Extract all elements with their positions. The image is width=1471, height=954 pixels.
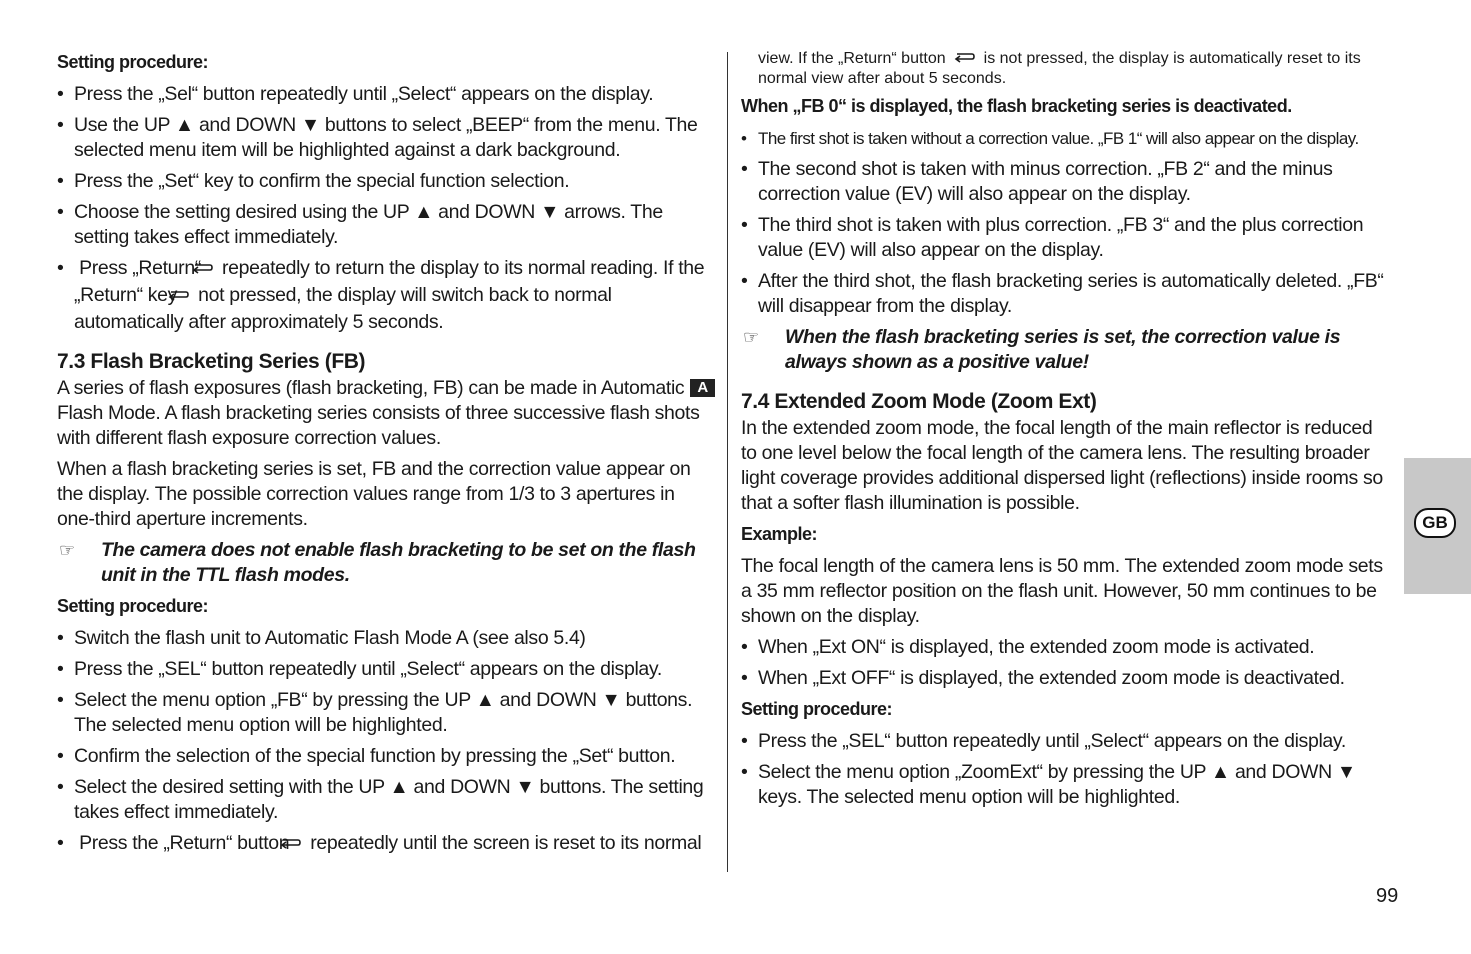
list-item: • Select the menu option „ZoomExt“ by pressing the UP ▲ and DOWN ▼ keys. The selected menu option will be highlighted. (741, 760, 1391, 810)
list-item: • Choose the setting desired using the UP ▲ and DOWN ▼ arrows. The setting takes effect immediately. (57, 200, 717, 250)
pointing-hand-icon: ☞ (59, 540, 75, 560)
continued-text (741, 50, 1391, 88)
list-item-text: repeatedly until the screen is reset to its normal (310, 832, 702, 854)
continued-text-part: view. If the „Return“ button (758, 50, 946, 67)
list-item: • Press the „SEL“ button repeatedly until „Select“ appears on the display. (57, 657, 717, 682)
paragraph: When a flash bracketing series is set, FB and the correction value appear on the display. The possible correction values range from 1/3 to 3 apertures in one-third aperture increments. (57, 458, 691, 530)
note (741, 325, 1391, 375)
right-column (741, 50, 1391, 816)
page-number: 99 (1376, 885, 1399, 907)
automatic-mode-badge: A (690, 379, 714, 397)
return-arrow-icon (185, 285, 190, 310)
example-heading: Example: (741, 524, 818, 544)
list-item: • Confirm the selection of the special function by pressing the „Set“ button. (57, 744, 717, 769)
column-divider (727, 52, 728, 872)
setting-procedure-heading: Setting procedure: (741, 699, 893, 719)
paragraph-text: Flash Mode. A flash bracketing series consists of three successive flash shots with different flash exposure correction values. (57, 402, 700, 449)
note-text: The camera does not enable flash bracketing to be set on the flash unit in the TTL flash modes. (101, 539, 696, 586)
list-item (57, 256, 717, 335)
paragraph-text: A series of flash exposures (flash bracketing, FB) can be made in Automatic (57, 377, 685, 399)
list-item-text: Press the „Return“ button (79, 832, 290, 854)
paragraph: In the extended zoom mode, the focal length of the main reflector is reduced to one level below the focal length of the camera lens. The resulting broader light coverage provides additional dispersed light (reflections) inside rooms so that a softer flash illumination is possible. (741, 417, 1383, 514)
list-item: • When „Ext OFF“ is displayed, the extended zoom mode is deactivated. (741, 666, 1391, 691)
list-item-text: not pressed, the display will switch back to normal automatically after approximately 5 seconds. (74, 284, 612, 333)
list-item: • After the third shot, the flash bracketing series is automatically deleted. „FB“ will disappear from the display. (741, 269, 1391, 319)
setting-procedure-heading: Setting procedure: (57, 596, 209, 616)
list-item-text: Press „Return“ (79, 257, 201, 279)
left-column (57, 50, 717, 864)
section-heading-7-4: 7.4 Extended Zoom Mode (Zoom Ext) (741, 390, 1097, 413)
list-item: • The second shot is taken with minus correction. „FB 2“ and the minus correction value (EV) will also appear on the display. (741, 157, 1391, 207)
list-item: • Press the „SEL“ button repeatedly until „Select“ appears on the display. (741, 729, 1391, 754)
language-tab (1404, 458, 1471, 594)
list-item: • The third shot is taken with plus correction. „FB 3“ and the plus correction value (EV) will also appear on the display. (741, 213, 1391, 263)
list-item: • Use the UP ▲ and DOWN ▼ buttons to select „BEEP“ from the menu. The selected menu item will be highlighted against a dark background. (57, 113, 717, 163)
list-item-text: repeatedly to return the display to its normal reading. If the „Return“ key (74, 257, 705, 306)
paragraph: The focal length of the camera lens is 50 mm. The extended zoom mode sets a 35 mm reflector position on the flash unit. However, 50 mm continues to be shown on the display. (741, 555, 1383, 627)
setting-procedure-heading: Setting procedure: (57, 52, 209, 72)
list-item: • Press the „Set“ key to confirm the special function selection. (57, 169, 717, 194)
return-arrow-icon (954, 51, 976, 70)
list-item: • Select the menu option „FB“ by pressing the UP ▲ and DOWN ▼ buttons. The selected menu option will be highlighted. (57, 688, 717, 738)
language-badge: GB (1414, 508, 1456, 538)
return-arrow-icon (209, 258, 214, 283)
list-item (57, 831, 717, 858)
list-item: • When „Ext ON“ is displayed, the extended zoom mode is activated. (741, 635, 1391, 660)
continued-text-part: is not pressed, the display is automatically reset to its normal view after about 5 seconds. (758, 50, 1361, 87)
return-arrow-icon (297, 833, 302, 858)
pointing-hand-icon: ☞ (743, 327, 759, 347)
list-item: • Select the desired setting with the UP ▲ and DOWN ▼ buttons. The setting takes effect immediately. (57, 775, 717, 825)
note (57, 538, 717, 588)
list-item: • The first shot is taken without a correction value. „FB 1“ will also appear on the display. (741, 126, 1391, 151)
list-item: • Press the „Sel“ button repeatedly until „Select“ appears on the display. (57, 82, 717, 107)
section-heading-7-3: 7.3 Flash Bracketing Series (FB) (57, 350, 366, 373)
fb0-heading: When „FB 0“ is displayed, the flash bracketing series is deactivated. (741, 96, 1292, 116)
list-item: • Switch the flash unit to Automatic Flash Mode A (see also 5.4) (57, 626, 717, 651)
paragraph (57, 376, 717, 451)
note-text: When the flash bracketing series is set, the correction value is always shown as a positive value! (785, 326, 1341, 373)
